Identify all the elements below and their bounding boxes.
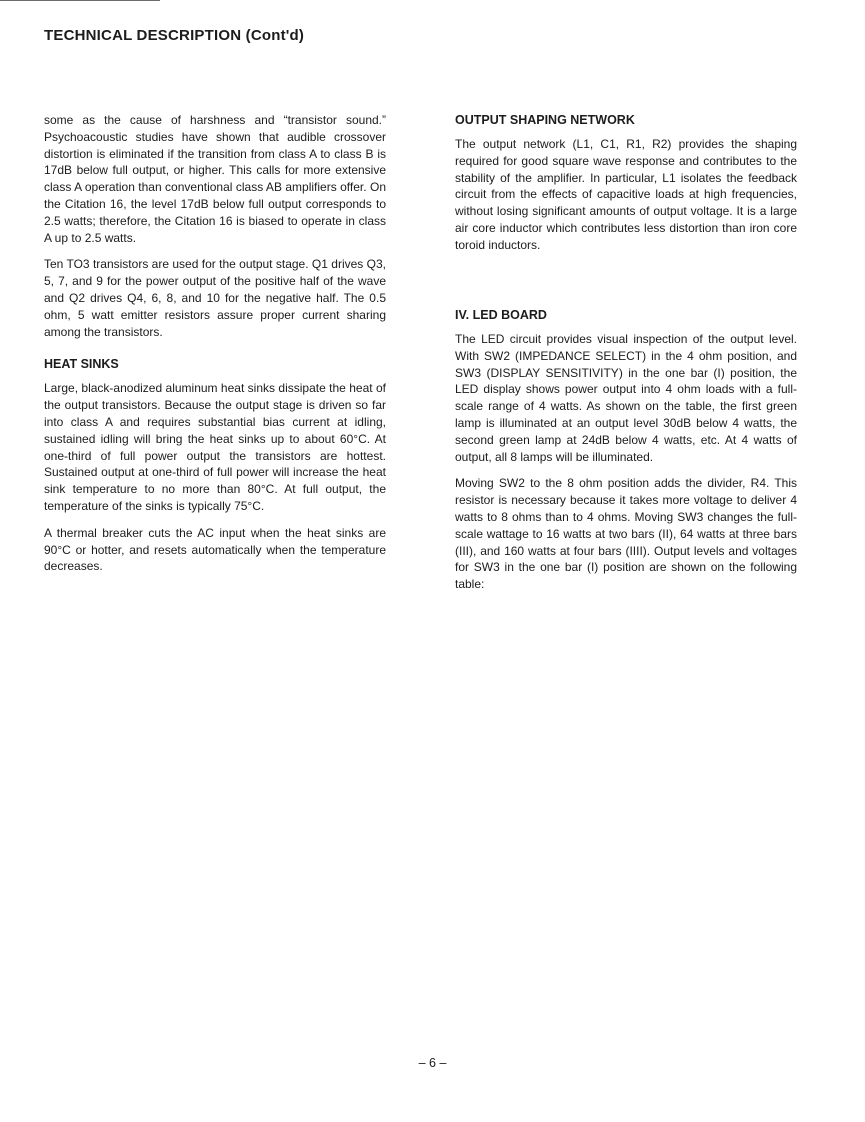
paragraph-led-circuit: The LED circuit provides visual inspection of the output level. With SW2 (IMPEDANCE SELECT) in the 4 ohm position, and SW3 (DISPLAY SENSITIVITY) in the one bar (I) position, the LED display shows power output into 4 ohm loads with a full-scale range of 4 watts. As shown on the table, the first green lamp is illuminated at an output level 30dB below 4 watts, the second green lamp at 24dB below 4 watts, etc. At 4 watts of output, all 8 lamps will be illuminated. — [455, 332, 797, 464]
right-column-upper — [455, 112, 797, 264]
output-shaping-heading: OUTPUT SHAPING NETWORK — [455, 113, 635, 127]
paragraph-sw2-sw3: Moving SW2 to the 8 ohm position adds the divider, R4. This resistor is necessary because it takes more voltage to deliver 4 watts to 8 ohms than to 4 ohms. Moving SW3 changes the full-scale wattage to 16 watts at two bars (II), 64 watts at three bars (III), and 160 watts at four bars (IIII). Output levels and voltages for SW3 in the one bar (I) position are shown on the following table: — [455, 476, 797, 592]
paragraph-output-shaping: The output network (L1, C1, R1, R2) provides the shaping required for good square wave response and contributes to the stability of the amplifier. In particular, L1 isolates the feedback circuit from the effects of capacitive loads at high frequencies, without losing significant amounts of output voltage. It is a large air core inductor which contributes less distortion than iron core toroid inductors. — [455, 137, 797, 252]
page-number: – 6 – — [418, 1056, 447, 1070]
paragraph-output-stage: Ten TO3 transistors are used for the output stage. Q1 drives Q3, 5, 7, and 9 for the power output of the positive half of the wave and Q2 drives Q4, 6, 8, and 10 for the negative half. The 0.5 ohm, 5 watt emitter resistors assure proper current sharing among the transistors. — [44, 257, 386, 339]
left-column — [44, 112, 386, 585]
heat-sinks-heading: HEAT SINKS — [44, 357, 119, 372]
top-rule — [0, 0, 160, 1]
page-title: TECHNICAL DESCRIPTION (Cont'd) — [44, 27, 305, 44]
led-board-heading: IV. LED BOARD — [455, 308, 547, 322]
paragraph-thermal-breaker: A thermal breaker cuts the AC input when the heat sinks are 90°C or hotter, and resets automatically when the temperature decreases. — [44, 525, 386, 574]
paragraph-heat-sinks: Large, black-anodized aluminum heat sinks dissipate the heat of the output transistors. Because the output stage is driven so far into class A and requires substantial bias current at idling, sustained idling will bring the heat sinks up to about 60°C. At one-third of full power output the transistors are hottest. Sustained output at one-third of full power will increase the heat sink temperature to no more than 80°C. At full output, the temperature of the sinks is typically 75°C. — [44, 381, 386, 513]
paragraph-class-a-operation: some as the cause of harshness and “transistor sound.” Psychoacoustic studies have shown that audible crossover distortion is eliminated if the transition from class A to class B is 17dB below full output, or higher. This calls for more extensive class A operation than conventional class AB amplifiers offer. On the Citation 16, the level 17dB below full output corresponds to 2.5 watts; therefore, the Citation 16 is biased to operate in class A up to 2.5 watts. — [44, 113, 386, 245]
right-column-lower — [455, 307, 797, 603]
